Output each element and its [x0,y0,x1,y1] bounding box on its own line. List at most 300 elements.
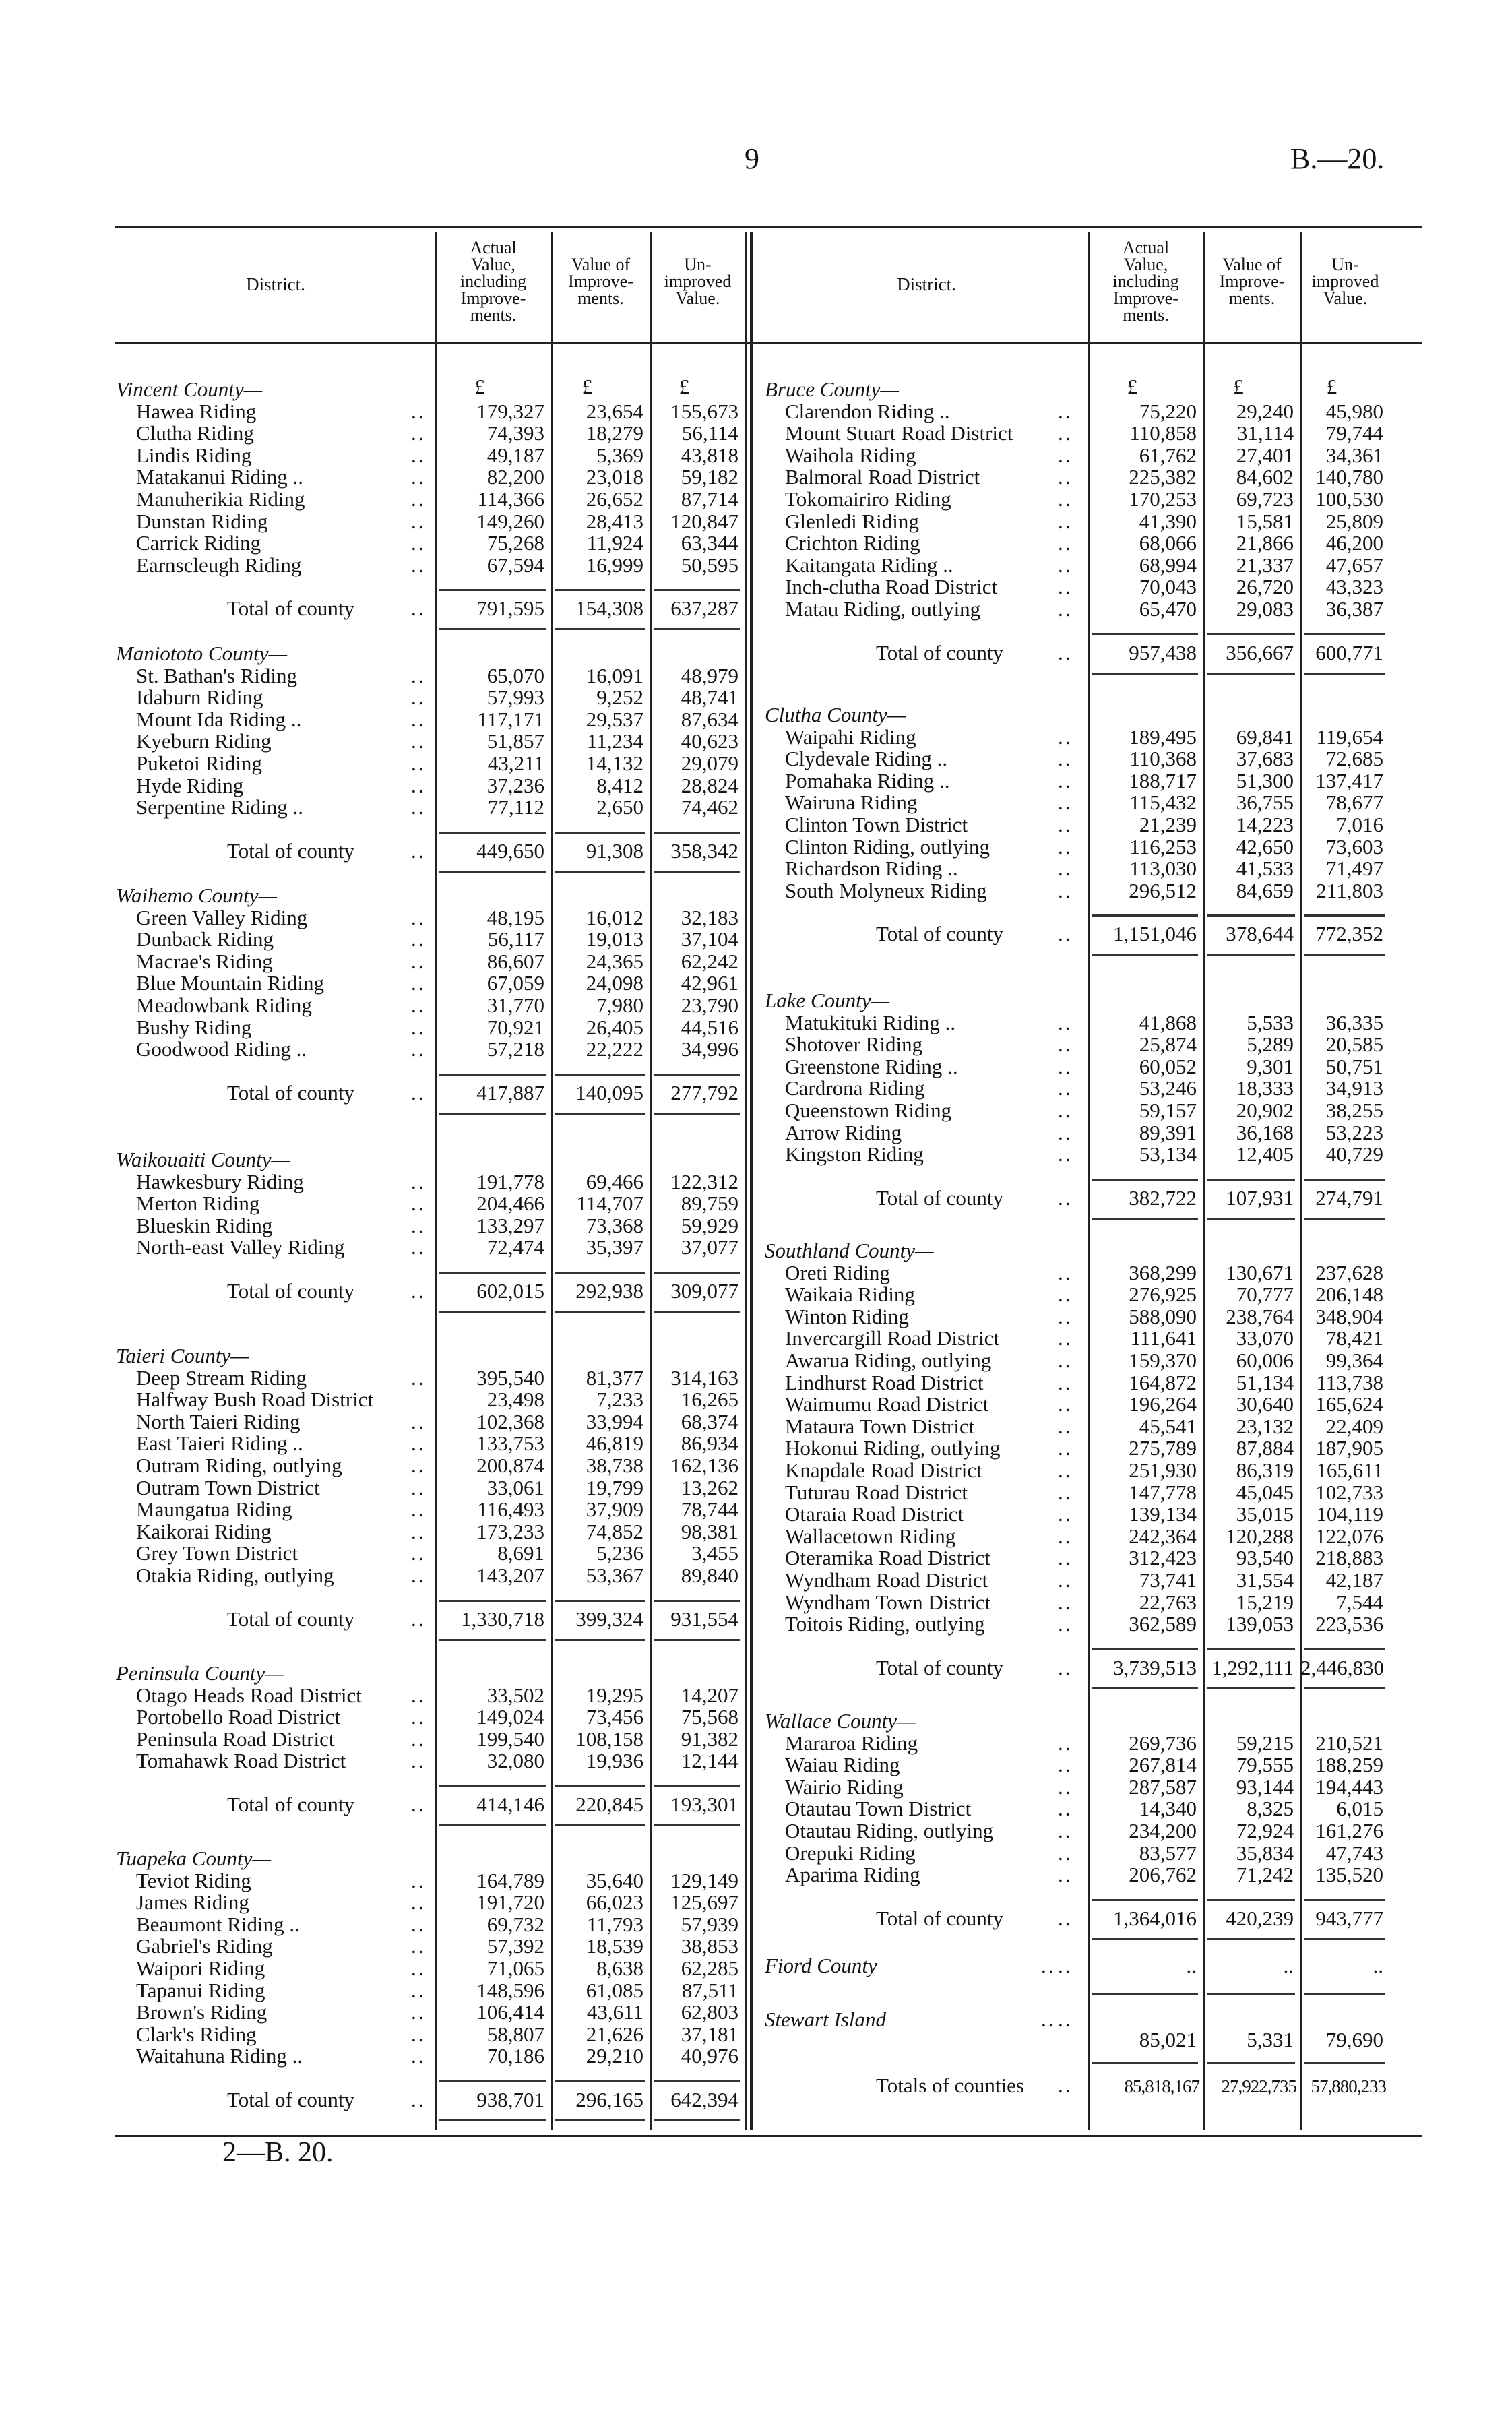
value-cell: 89,840 [681,1563,738,1587]
value-cell: 276,925 [1129,1282,1197,1307]
value-cell: 129,149 [670,1868,738,1892]
value-cell: 29,240 [1236,399,1294,423]
district-name: Kingston Riding [785,1142,924,1167]
value-cell: 67,059 [486,971,544,995]
leader-dots [411,554,426,576]
leader-dots [411,1728,426,1750]
value-cell: 210,521 [1315,1731,1383,1755]
value-cell: 71,497 [1325,857,1383,881]
value-cell: 9,301 [1247,1054,1294,1078]
total-label: Total of county [227,2088,354,2111]
value-cell: 68,066 [1139,531,1197,555]
district-name: Matakanui Riding .. [136,465,303,489]
value-cell: 43,611 [586,2000,643,2024]
leader-dots [1058,576,1073,598]
value-cell: 238,764 [1226,1304,1294,1328]
value-cell: 188,717 [1129,768,1197,793]
leader-dots [411,1957,426,1979]
value-cell: 71,065 [486,1956,544,1980]
value-cell: 33,994 [586,1409,643,1433]
sum-rule [1092,1687,1198,1689]
total-value: 220,845 [575,1793,643,1816]
leader-dots [411,400,426,423]
leader-dots [411,1082,426,1104]
leader-dots [411,1608,426,1630]
total-value: 382,722 [1129,1185,1197,1210]
district-name: Knapdale Road District [785,1458,982,1482]
leader-dots [1058,466,1073,488]
value-cell: 125,697 [670,1890,738,1915]
sum-rule [1092,914,1198,917]
sum-rule [654,1785,740,1787]
value-cell: 116,253 [1129,834,1197,859]
value-cell: 53,367 [586,1563,643,1587]
value-cell: 287,587 [1129,1774,1197,1799]
leader-dots [1058,554,1073,576]
leader-dots [1058,1327,1073,1349]
value-cell: 79,744 [1325,421,1383,445]
sum-rule [654,1639,740,1641]
value-cell: 143,207 [476,1563,544,1587]
value-cell: 114,707 [576,1191,643,1216]
value-cell: 159,370 [1129,1348,1197,1372]
value-cell: 77,112 [487,795,544,819]
district-name: Kaikorai Riding [136,1519,272,1543]
value-cell: 69,723 [1236,487,1294,511]
leader-dots [411,1171,426,1193]
sum-rule [654,1272,740,1274]
district-name: Deep Stream Riding [136,1365,307,1390]
district-name: Teviot Riding [136,1868,251,1892]
value-cell: 53,246 [1139,1076,1197,1100]
value-cell: 14,207 [681,1683,738,1707]
sum-rule [439,1639,546,1641]
district-name: Toitois Riding, outlying [785,1612,985,1636]
value-cell: 149,024 [476,1705,544,1729]
district-name: Wyndham Road District [785,1568,988,1592]
district-name: Clutha Riding [136,421,254,445]
sum-rule [654,1074,740,1076]
value-cell: 28,413 [586,509,643,533]
district-name: Kyeburn Riding [136,729,272,753]
leader-dots [411,1367,426,1389]
value-cell: 73,456 [586,1705,643,1729]
value-cell: 155,673 [670,399,738,423]
county-title: Vincent County— [116,377,263,401]
value-cell: 19,936 [586,1749,643,1773]
value-cell: 33,061 [486,1475,544,1499]
value-cell: 187,905 [1315,1436,1383,1460]
value-cell: 104,119 [1316,1502,1383,1526]
value-cell: 45,980 [1325,399,1383,423]
value-cell: 16,999 [586,553,643,577]
value-cell: 72,924 [1236,1819,1294,1842]
leader-dots [1058,1613,1073,1635]
leader-dots [411,2045,426,2067]
sum-rule [1092,1218,1198,1220]
sum-rule [1207,1179,1295,1181]
value-cell: 116,493 [477,1497,544,1522]
district-name: James Riding [136,1890,249,1915]
sum-rule [555,1074,645,1076]
sum-rule [1304,633,1385,635]
leader-dots [411,686,426,708]
leader-dots [411,2001,426,2023]
sum-rule [1304,673,1385,675]
value-cell: 59,215 [1236,1731,1294,1755]
district-name: Mararoa Riding [785,1731,918,1755]
district-name: Crichton Riding [785,531,920,555]
value-cell: 122,312 [670,1169,738,1193]
value-cell: 73,603 [1325,834,1383,859]
header-improvements: Value of [571,255,631,274]
district-name: Halfway Bush Road District [136,1388,374,1412]
sum-rule [1092,633,1198,635]
header-bottom-rule [115,342,1422,344]
sum-rule [1092,1899,1198,1901]
value-cell: 2,650 [596,795,643,819]
sum-rule [1304,1687,1385,1689]
total-label: Total of county [876,640,1003,664]
sum-rule [654,832,740,834]
district-name: Earnscleugh Riding [136,553,302,577]
total-value: 2,446,830 [1300,1655,1384,1679]
value-cell: 37,236 [486,773,544,797]
leader-dots [1058,1143,1073,1165]
currency-symbol: £ [474,375,485,398]
value-cell: 23,790 [681,993,738,1017]
leader-dots [411,1016,426,1038]
value-cell: 115,432 [1129,790,1197,815]
value-cell: 51,134 [1236,1370,1294,1394]
leader-dots [1058,1187,1073,1209]
value-cell: 9,252 [596,685,643,710]
total-value: 414,146 [476,1793,544,1816]
value-cell: 41,390 [1139,509,1197,533]
value-cell: 113,738 [1316,1370,1383,1394]
leader-dots [411,1214,426,1237]
total-label: Total of county [227,1279,354,1303]
value-cell: 27,401 [1236,443,1294,467]
header-improvements: ments. [1228,288,1275,308]
total-value: 931,554 [670,1607,738,1631]
value-cell: 5,236 [596,1541,643,1565]
value-cell: 269,736 [1129,1731,1197,1755]
currency-symbol: £ [1127,375,1138,398]
value-cell: 110,858 [1129,421,1197,445]
district-name: Blueskin Riding [136,1213,273,1237]
value-cell: 179,327 [476,399,544,423]
county-title: Lake County— [765,989,890,1012]
leader-dots [1058,1481,1073,1503]
district-name: Merton Riding [136,1191,260,1216]
district-name: Awarua Riding, outlying [785,1348,992,1372]
leader-dots [411,994,426,1016]
value-cell: 85,021 [1139,2028,1197,2051]
value-cell: 223,536 [1315,1612,1383,1636]
total-label: Total of county [227,596,354,621]
header-unimproved: Un- [1331,255,1359,274]
district-name: Oteramika Road District [785,1546,990,1570]
sum-rule [439,1311,546,1313]
leader-dots [411,1236,426,1258]
district-name: Waipori Riding [136,1956,265,1980]
value-cell: 137,417 [1315,768,1383,793]
sum-rule [1207,1938,1295,1940]
sum-rule [555,1600,645,1602]
value-cell: 86,607 [486,949,544,973]
header-improvements: ments. [577,288,624,308]
column-divider [751,232,753,2130]
value-cell: 15,219 [1236,1590,1294,1614]
leader-dots [1058,1371,1073,1394]
leader-dots [411,928,426,950]
district-name: Meadowbank Riding [136,993,312,1017]
value-cell: 147,778 [1129,1480,1197,1504]
district-name: Otautau Riding, outlying [785,1819,994,1842]
district-name: Waikaia Riding [785,1282,915,1307]
sum-rule [555,871,645,873]
sum-rule [555,2080,645,2082]
county-title: Waihemo County— [116,883,278,907]
value-cell: 69,841 [1236,724,1294,749]
value-cell: .. [1283,1954,1294,1977]
sum-rule [1304,1938,1385,1940]
leader-dots [1058,642,1073,664]
value-cell: 89,391 [1139,1120,1197,1144]
leader-dots [1058,1459,1073,1481]
column-divider [745,232,747,2130]
value-cell: 50,751 [1325,1054,1383,1078]
leader-dots [411,1979,426,2002]
total-label: Total of county [227,1793,354,1816]
district-name: Orepuki Riding [785,1840,916,1865]
value-cell: 18,539 [586,1934,643,1958]
value-cell: 70,043 [1139,575,1197,599]
value-cell: 14,223 [1236,813,1294,836]
value-cell: 36,387 [1325,597,1383,621]
total-value: 600,771 [1315,640,1383,664]
sum-rule [1207,2062,1295,2064]
value-cell: 218,883 [1315,1546,1383,1570]
district-name: Manuherikia Riding [136,487,305,511]
district-name: East Taieri Riding .. [136,1431,303,1456]
district-name: Brown's Riding [136,2000,267,2024]
value-cell: 113,030 [1129,857,1197,881]
value-cell: 37,683 [1236,747,1294,771]
sum-rule [439,871,546,873]
value-cell: 99,364 [1325,1348,1383,1372]
value-cell: 59,182 [681,465,738,489]
leader-dots [1058,2008,1073,2030]
district-name: Grey Town District [136,1541,298,1565]
sum-rule [555,1824,645,1826]
district-name: Blue Mountain Riding [136,971,324,995]
leader-dots [1058,1525,1073,1547]
value-cell: 130,671 [1226,1260,1294,1284]
value-cell: 194,443 [1315,1774,1383,1799]
district-name: Idaburn Riding [136,685,263,710]
value-cell: 29,210 [586,2044,643,2068]
value-cell: 42,961 [681,971,738,995]
district-name: Waimumu Road District [785,1392,989,1417]
leader-dots [411,1542,426,1564]
value-cell: 191,778 [476,1169,544,1193]
total-value: 107,931 [1226,1185,1294,1210]
district-name: Clydevale Riding .. [785,747,948,771]
value-cell: 18,279 [586,421,643,445]
value-cell: 117,171 [477,707,544,731]
value-cell: 21,337 [1236,553,1294,577]
value-cell: 8,412 [596,773,643,797]
leader-dots [411,597,426,619]
header-actual: Actual [1122,238,1170,257]
district-name: Outram Town District [136,1475,320,1499]
total-value: 292,938 [575,1279,643,1303]
sum-rule [1092,2062,1198,2064]
district-name: Richardson Riding .. [785,857,958,881]
value-cell: 242,364 [1129,1524,1197,1548]
value-cell: 78,421 [1325,1326,1383,1351]
sum-rule [1304,2062,1385,2064]
value-cell: 50,595 [681,553,738,577]
value-cell: 11,234 [586,729,643,753]
value-cell: 199,540 [476,1727,544,1751]
value-cell: 348,904 [1315,1304,1383,1328]
sum-rule [439,1074,546,1076]
district-name: South Molyneux Riding [785,878,987,902]
value-cell: 67,594 [486,553,544,577]
value-cell: 31,770 [486,993,544,1017]
value-cell: 53,223 [1325,1120,1383,1144]
leader-dots [411,510,426,532]
value-cell: 35,834 [1236,1840,1294,1865]
leader-dots [1041,2008,1056,2030]
value-cell: 30,640 [1236,1392,1294,1417]
value-cell: 28,824 [681,773,738,797]
value-cell: 40,729 [1325,1142,1383,1167]
leader-dots [411,752,426,774]
county-title: Fiord County [765,1954,877,1977]
value-cell: 32,183 [681,905,738,929]
total-value: 1,330,718 [461,1607,544,1631]
district-name: St. Bathan's Riding [136,663,297,687]
leader-dots [1058,1437,1073,1459]
leader-dots [1058,726,1073,748]
value-cell: 45,045 [1236,1480,1294,1504]
value-cell: 58,807 [486,2022,544,2046]
leader-dots [411,1498,426,1520]
sum-rule [1207,1899,1295,1901]
value-cell: 21,866 [1236,531,1294,555]
district-name: Clinton Town District [785,813,968,836]
leader-dots [1058,422,1073,444]
leader-dots [1041,1954,1056,1977]
value-cell: 87,884 [1236,1436,1294,1460]
county-title: Wallace County— [765,1709,916,1733]
sum-rule [1207,1993,1295,1995]
district-name: Winton Riding [785,1304,909,1328]
value-cell: 170,253 [1129,487,1197,511]
value-cell: 162,136 [670,1454,738,1477]
total-value: 277,792 [670,1080,738,1105]
value-cell: 68,994 [1139,553,1197,577]
sum-rule [1207,1687,1295,1689]
header-actual: ments. [470,305,517,325]
sum-rule [439,1272,546,1274]
total-value: 140,095 [575,1080,643,1105]
sum-rule [439,832,546,834]
header-actual: Value, [471,255,515,274]
value-cell: 70,186 [486,2044,544,2068]
leader-dots [1058,1591,1073,1613]
value-cell: 26,652 [586,487,643,511]
leader-dots [411,840,426,862]
value-cell: 51,857 [486,729,544,753]
sum-rule [1304,914,1385,917]
value-cell: 368,299 [1129,1260,1197,1284]
leader-dots [411,1410,426,1433]
value-cell: 314,163 [670,1365,738,1390]
county-title: Maniototo County— [116,642,288,665]
leader-dots [1058,510,1073,532]
district-name: Waihola Riding [785,443,916,467]
district-name: Clarendon Riding .. [785,399,950,423]
total-value: 154,308 [575,596,643,621]
total-value: 193,301 [670,1793,738,1816]
value-cell: 122,076 [1315,1524,1383,1548]
value-cell: 200,874 [476,1454,544,1477]
district-name: Glenledi Riding [785,509,919,533]
total-value: 358,342 [670,838,738,863]
total-value: 791,595 [476,596,544,621]
value-cell: 24,365 [586,949,643,973]
sum-rule [439,1113,546,1115]
leader-dots [411,1564,426,1586]
header-actual: including [1112,272,1179,291]
value-cell: 26,720 [1236,575,1294,599]
district-name: Mount Stuart Road District [785,421,1013,445]
district-name: Matukituki Riding .. [785,1010,956,1034]
value-cell: 206,762 [1129,1863,1197,1887]
value-cell: 33,502 [486,1683,544,1707]
district-name: Carrick Riding [136,531,261,555]
value-cell: 69,466 [586,1169,643,1193]
leader-dots [1058,400,1073,423]
value-cell: 16,265 [681,1388,738,1412]
value-cell: 57,392 [486,1934,544,1958]
value-cell: 37,909 [586,1497,643,1522]
header-district: District. [246,274,305,294]
value-cell: 59,157 [1139,1098,1197,1122]
value-cell: 42,650 [1236,834,1294,859]
value-cell: 65,070 [486,663,544,687]
value-cell: 32,080 [486,1749,544,1773]
leader-dots [411,906,426,929]
value-cell: 38,853 [681,1934,738,1958]
value-cell: 38,738 [586,1454,643,1477]
value-cell: 81,377 [586,1365,643,1390]
page-number: 9 [745,142,759,175]
value-cell: 206,148 [1315,1282,1383,1307]
sum-rule [555,589,645,591]
value-cell: 48,195 [486,905,544,929]
sum-rule [439,2080,546,2082]
value-cell: 93,144 [1236,1774,1294,1799]
value-cell: 164,872 [1129,1370,1197,1394]
leader-dots [411,1869,426,1892]
value-cell: 62,285 [681,1956,738,1980]
